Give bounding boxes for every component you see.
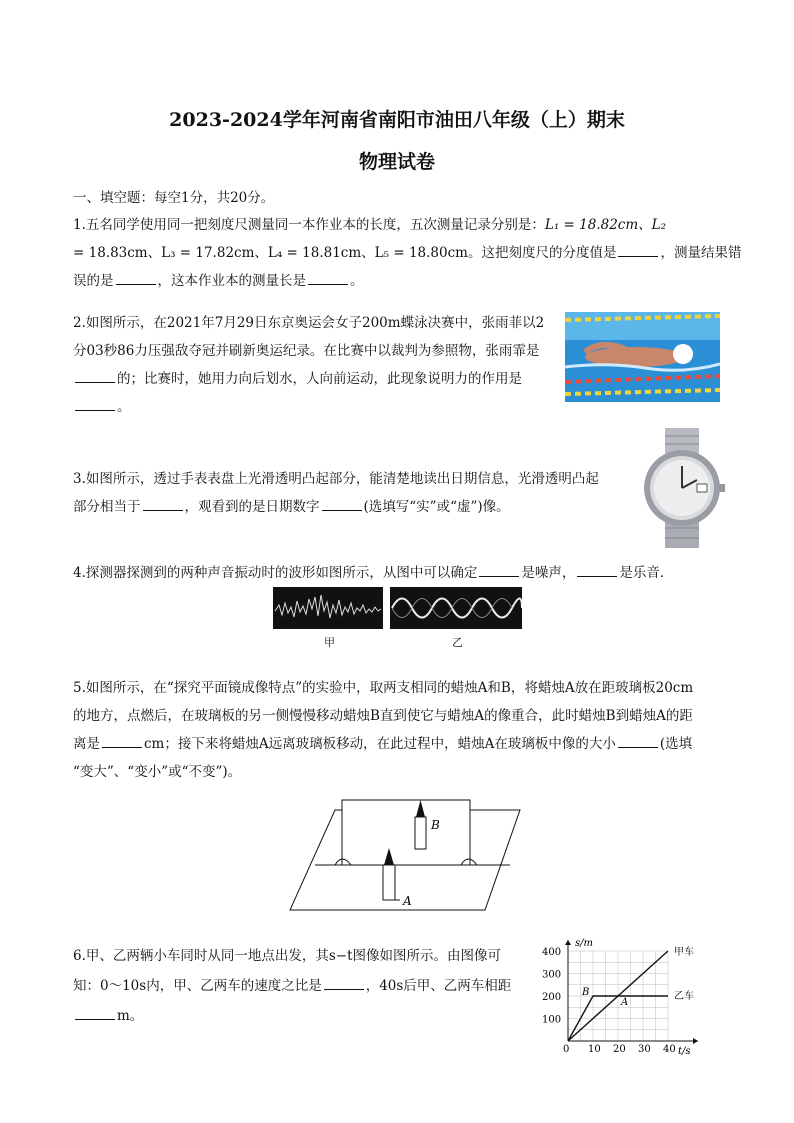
page-subtitle: 物理试卷 (358, 151, 435, 173)
q5-text: “变大”、“变小”或“不变”)。 (73, 764, 242, 780)
answer-blank[interactable] (322, 498, 362, 511)
x-axis-arrow (693, 1038, 698, 1044)
answer-blank[interactable] (618, 735, 658, 748)
question-5 (73, 677, 723, 787)
section-header: 一、填空题：每空1分，共20分。 (73, 190, 275, 206)
answer-blank[interactable] (618, 244, 658, 257)
q5-text: 离是 (73, 736, 100, 752)
q4-text: 是噪声， (521, 565, 576, 581)
waveform-label-b: 乙 (452, 636, 463, 649)
q5-text: (选填 (659, 736, 693, 752)
q3-text: ，观看到的是日期数字 (184, 499, 320, 515)
q5-text: 的地方，点燃后，在玻璃板的另一侧慢慢移动蜡烛B直到使它与蜡烛A的像重合，此时蜡烛B到蜡烛A的距 (73, 708, 693, 724)
q1-text: L₁ = 18.82cm、L₂ (544, 217, 667, 233)
answer-blank[interactable] (324, 977, 364, 990)
answer-blank[interactable] (75, 398, 115, 411)
q6-text: 6.甲、乙两辆小车同时从同一地点出发，其s−t图像如图所示。由图像可 (73, 948, 502, 964)
q2-text: 分03秒86力压强敌夺冠并刷新奥运纪录。在比赛中以裁判为参照物，张雨霏是 (73, 343, 540, 359)
q5-text: 5.如图所示，在“探究平面镜成像特点”的实验中，取两支相同的蜡烛A和B，将蜡烛A放在距玻璃板20cm (73, 680, 694, 696)
q6-text: 知：0～10s内，甲、乙两车的速度之比是 (73, 978, 322, 994)
series-label-yi: 乙车 (674, 991, 694, 1002)
y-tick-label: 300 (542, 969, 562, 981)
y-tick-label: 400 (542, 947, 562, 958)
answer-blank[interactable] (102, 735, 142, 748)
answer-blank[interactable] (577, 564, 617, 577)
st-graph (538, 936, 713, 1061)
answer-blank[interactable] (75, 370, 115, 383)
music-waveform (390, 587, 522, 629)
y-axis-label: s/m (575, 938, 593, 949)
origin-label: 0 (563, 1044, 570, 1055)
swimmer-photo (565, 312, 720, 402)
candle-a-label: A (403, 894, 412, 908)
q2-text: 的；比赛时，她用力向后划水，人向前运动，此现象说明力的作用是 (117, 371, 522, 387)
question-6 (73, 945, 543, 1035)
answer-blank[interactable] (75, 1007, 115, 1020)
q2-text: 2.如图所示，在2021年7月29日东京奥运会女子200m蝶泳决赛中，张雨菲以2 (73, 315, 545, 331)
point-b-label: B (582, 987, 590, 998)
q3-text: 3.如图所示，透过手表表盘上光滑透明凸起部分，能清楚地读出日期信息，光滑透明凸起 (73, 471, 599, 487)
y-axis-arrow (565, 940, 571, 945)
q1-text: 误的是 (73, 273, 114, 289)
point-a-label: A (621, 997, 629, 1008)
q4-text: 4.探测器探测到的两种声音振动时的波形如图所示，从图中可以确定 (73, 565, 478, 581)
q4-text: 是乐音． (619, 565, 674, 581)
x-axis-label: t/s (678, 1046, 691, 1057)
question-2 (73, 312, 563, 422)
x-tick-label: 30 (638, 1044, 651, 1055)
answer-blank[interactable] (143, 498, 183, 511)
answer-blank[interactable] (308, 272, 348, 285)
plane-mirror-diagram (285, 795, 525, 913)
q1-text: 1.五名同学使用同一把刻度尺测量同一本作业本的长度，五次测量记录分别是： (73, 217, 545, 233)
q1-text: ，测量结果错 (660, 245, 742, 261)
q1-text: ，这本作业本的测量长是 (157, 273, 306, 289)
x-tick-label: 10 (588, 1044, 601, 1055)
q2-text: 。 (117, 399, 131, 415)
y-tick-label: 100 (542, 1014, 562, 1026)
q1-text: 。 (350, 273, 364, 289)
x-tick-label: 20 (613, 1044, 626, 1055)
candle-b-label: B (431, 818, 440, 832)
q6-text: m。 (117, 1008, 144, 1024)
series-label-jia: 甲车 (674, 947, 694, 958)
answer-blank[interactable] (116, 272, 156, 285)
question-4 (73, 562, 723, 586)
q6-text: ，40s后甲、乙两车相距 (365, 978, 512, 994)
watch-photo (637, 428, 727, 548)
waveform-label-a: 甲 (324, 636, 335, 649)
noise-waveform (273, 587, 383, 629)
q3-text: 部分相当于 (73, 499, 141, 515)
q5-text: cm；接下来将蜡烛A远离玻璃板移动，在此过程中，蜡烛A在玻璃板中像的大小 (144, 736, 616, 752)
answer-blank[interactable] (479, 564, 519, 577)
page-title: 2023-2024学年河南省南阳市油田八年级（上）期末 (169, 109, 625, 131)
q3-text: (选填写“实”或“虚”)像。 (363, 499, 510, 515)
y-tick-label: 200 (542, 992, 562, 1003)
question-1 (73, 214, 742, 294)
q1-text: = 18.83cm、L₃ = 17.82cm、L₄ = 18.81cm、L₅ = 18.80cm。这把刻度尺的分度值是 (73, 245, 617, 261)
question-3 (73, 468, 633, 518)
x-tick-label: 40 (663, 1044, 676, 1055)
